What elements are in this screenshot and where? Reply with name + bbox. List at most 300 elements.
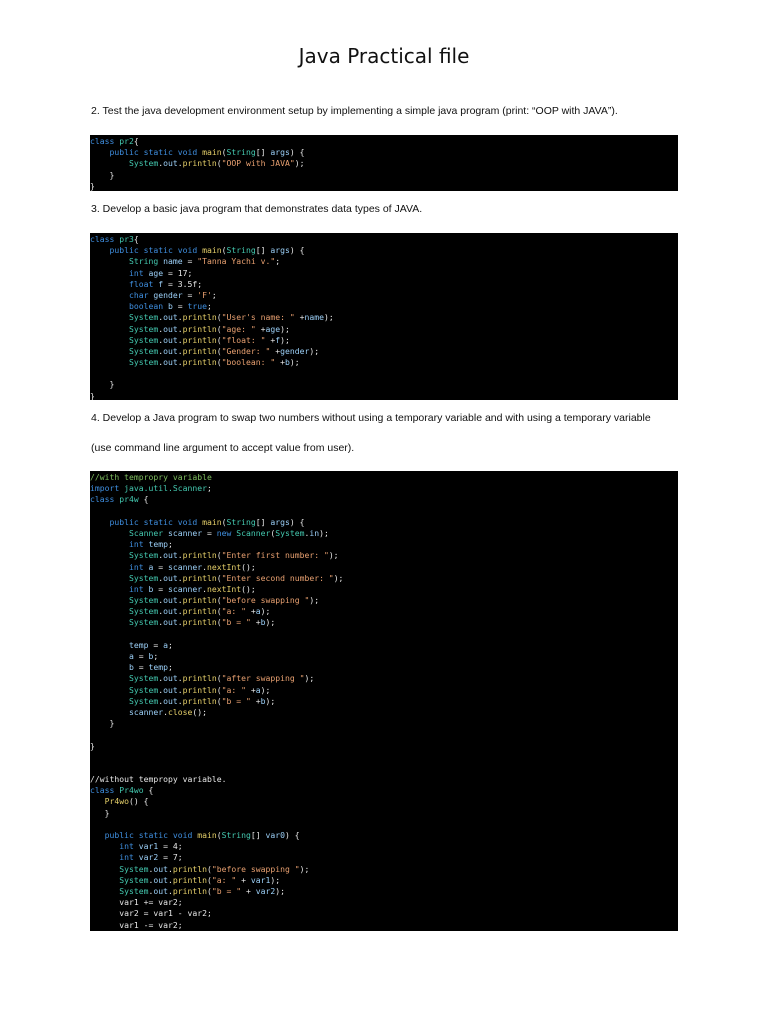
code-line bbox=[90, 852, 678, 863]
code-block-pr3 bbox=[90, 233, 678, 400]
code-token: scanner bbox=[167, 583, 203, 594]
code-token: ( bbox=[216, 345, 222, 356]
code-token: out bbox=[163, 345, 178, 356]
code-token: } bbox=[90, 180, 95, 191]
code-token: out bbox=[153, 863, 168, 874]
code-token: //without tempropy variable. bbox=[90, 774, 227, 785]
code-token bbox=[90, 875, 119, 885]
code-token: out bbox=[163, 572, 178, 583]
code-token: . bbox=[168, 874, 173, 885]
code-token: println bbox=[182, 572, 217, 583]
code-token: System bbox=[128, 684, 159, 695]
code-token: System bbox=[128, 695, 159, 706]
code-token: + bbox=[255, 323, 266, 334]
code-token: System bbox=[119, 874, 149, 885]
code-token: ( bbox=[216, 617, 222, 628]
code-line bbox=[90, 685, 678, 696]
code-token: gender bbox=[148, 289, 183, 300]
code-line bbox=[90, 268, 678, 279]
code-line bbox=[90, 506, 678, 517]
code-block-pr2 bbox=[90, 135, 678, 191]
code-line bbox=[90, 673, 678, 684]
code-line bbox=[90, 707, 678, 718]
code-line bbox=[90, 617, 678, 628]
code-token: Pr4wo bbox=[114, 785, 144, 796]
code-token bbox=[90, 707, 129, 717]
code-token: Pr4wo bbox=[104, 796, 129, 807]
code-token: nextInt bbox=[206, 583, 242, 594]
code-line bbox=[90, 550, 678, 561]
code-token bbox=[90, 147, 110, 157]
code-token: ( bbox=[207, 863, 212, 874]
code-token: ; bbox=[206, 301, 212, 312]
code-token: } bbox=[90, 718, 115, 729]
code-token: ( bbox=[216, 830, 222, 840]
code-token: . bbox=[163, 706, 168, 717]
code-token bbox=[90, 562, 129, 572]
code-line bbox=[90, 908, 678, 919]
code-token: int bbox=[128, 561, 144, 572]
code-line bbox=[90, 472, 678, 483]
code-token: public static void bbox=[109, 245, 203, 256]
code-token: String bbox=[221, 830, 251, 840]
code-token: b bbox=[260, 617, 266, 628]
code-token: scanner bbox=[128, 706, 164, 717]
code-token bbox=[90, 517, 110, 527]
question-4: 4. Develop a Java program to swap two numbers without using a temporary variable and with using a temporary variable bbox=[91, 412, 651, 424]
code-token: . bbox=[177, 595, 183, 606]
code-token: main bbox=[202, 516, 222, 527]
code-token: pr3 bbox=[114, 234, 134, 244]
code-token: ( bbox=[216, 595, 222, 606]
code-token bbox=[90, 886, 119, 896]
code-token: ); bbox=[333, 572, 344, 583]
code-line bbox=[90, 170, 678, 181]
code-token: + bbox=[275, 357, 285, 368]
code-token: var2 bbox=[133, 852, 159, 863]
code-token: . bbox=[177, 572, 183, 583]
code-token: + bbox=[241, 885, 256, 896]
code-token: f bbox=[153, 278, 164, 289]
code-token: System bbox=[119, 885, 149, 896]
code-token bbox=[90, 673, 129, 683]
code-token: . bbox=[177, 357, 183, 368]
code-token: = 7; bbox=[158, 852, 183, 863]
code-token: out bbox=[163, 673, 178, 684]
code-token: out bbox=[153, 874, 168, 885]
code-token: "a: " bbox=[221, 684, 246, 695]
code-token: a bbox=[163, 639, 168, 650]
code-token: [] bbox=[255, 147, 271, 158]
code-token: . bbox=[177, 312, 183, 323]
code-token: out bbox=[163, 312, 178, 323]
code-line bbox=[90, 136, 678, 147]
code-token: class bbox=[90, 136, 115, 146]
code-token bbox=[90, 852, 119, 862]
code-token: main bbox=[202, 245, 222, 256]
code-token: "after swapping " bbox=[221, 673, 305, 684]
code-token: class bbox=[90, 234, 115, 244]
code-token: . bbox=[158, 357, 164, 368]
code-token: println bbox=[182, 673, 217, 684]
code-line bbox=[90, 718, 678, 729]
code-token: a bbox=[143, 561, 154, 572]
code-token: { bbox=[133, 234, 139, 244]
code-token bbox=[90, 696, 129, 706]
code-token: "Gender: " bbox=[221, 345, 271, 356]
code-line bbox=[90, 256, 678, 267]
code-token: } bbox=[90, 740, 95, 751]
code-line bbox=[90, 245, 678, 256]
code-token: System bbox=[128, 617, 159, 628]
code-token: ( bbox=[207, 885, 212, 896]
code-token: println bbox=[182, 617, 217, 628]
code-token: Scanner bbox=[128, 527, 164, 538]
code-line bbox=[90, 158, 678, 169]
code-line bbox=[90, 584, 678, 595]
code-token: b bbox=[128, 662, 134, 673]
code-token: (); bbox=[241, 561, 256, 572]
code-token: + bbox=[250, 617, 261, 628]
code-token: ); bbox=[275, 885, 285, 896]
code-token: "b = " bbox=[221, 617, 251, 628]
code-token: "a: " bbox=[211, 874, 237, 885]
code-token: + bbox=[245, 684, 256, 695]
code-token: (); bbox=[192, 706, 207, 717]
code-token: } bbox=[90, 807, 110, 818]
code-token: f bbox=[275, 334, 281, 345]
code-line bbox=[90, 301, 678, 312]
code-token: println bbox=[172, 863, 207, 874]
code-token: var1 += var2; bbox=[90, 897, 183, 908]
code-token: + bbox=[294, 312, 305, 323]
code-token: public static void bbox=[109, 516, 203, 527]
code-token: Scanner bbox=[236, 527, 271, 538]
code-token: (); bbox=[241, 583, 256, 594]
code-token: java.util.Scanner bbox=[119, 483, 207, 494]
code-line bbox=[90, 573, 678, 584]
code-token: b bbox=[148, 651, 154, 661]
code-token: . bbox=[168, 863, 173, 874]
code-token: . bbox=[148, 874, 154, 885]
code-line bbox=[90, 897, 678, 908]
code-token: . bbox=[202, 561, 207, 572]
code-token: System bbox=[128, 158, 159, 169]
code-token: = bbox=[172, 301, 188, 312]
code-token: ( bbox=[216, 357, 222, 368]
code-token: = bbox=[133, 651, 149, 661]
code-token: System bbox=[128, 323, 159, 334]
code-token: = bbox=[153, 583, 168, 594]
code-token: "Tanna Yachi v." bbox=[197, 256, 276, 267]
code-token: + bbox=[270, 345, 281, 356]
code-token: ); bbox=[319, 527, 329, 538]
code-token: "age: " bbox=[221, 323, 256, 334]
code-line bbox=[90, 279, 678, 290]
code-token bbox=[90, 830, 105, 840]
code-token: ( bbox=[221, 147, 227, 158]
code-token: scanner bbox=[167, 561, 203, 572]
code-token: "b = " bbox=[221, 695, 251, 706]
code-token: println bbox=[182, 334, 217, 345]
code-token: out bbox=[163, 595, 178, 606]
code-token bbox=[90, 256, 129, 266]
code-token: ( bbox=[216, 312, 222, 323]
code-token: ; bbox=[275, 256, 281, 267]
code-token: . bbox=[177, 606, 183, 617]
code-token: out bbox=[163, 606, 178, 617]
code-token: . bbox=[202, 583, 207, 594]
code-token: public static void bbox=[109, 147, 203, 158]
code-token: ); bbox=[294, 158, 305, 169]
code-token: System bbox=[128, 312, 159, 323]
code-token: var2 bbox=[255, 885, 276, 896]
code-token: "before swapping " bbox=[211, 863, 300, 874]
code-line bbox=[90, 606, 678, 617]
code-token: temp bbox=[143, 539, 168, 550]
code-line bbox=[90, 651, 678, 662]
code-token: ); bbox=[304, 673, 315, 684]
code-token: println bbox=[182, 357, 217, 368]
code-token: import bbox=[90, 483, 120, 494]
code-token: System bbox=[275, 527, 305, 538]
code-token: var1 bbox=[250, 874, 271, 885]
code-line bbox=[90, 662, 678, 673]
code-token: + bbox=[245, 606, 256, 617]
code-line bbox=[90, 494, 678, 505]
code-token: ; bbox=[167, 539, 173, 550]
code-line bbox=[90, 819, 678, 830]
code-token bbox=[90, 550, 129, 560]
code-token: . bbox=[177, 617, 183, 628]
code-token: temp bbox=[148, 662, 168, 673]
code-token: [] bbox=[255, 245, 271, 256]
code-token: ); bbox=[323, 312, 334, 323]
code-token: System bbox=[128, 357, 159, 368]
code-token: b bbox=[260, 695, 266, 706]
code-token: { bbox=[138, 494, 149, 505]
code-line bbox=[90, 539, 678, 550]
code-token: ( bbox=[216, 550, 222, 561]
code-token: System bbox=[128, 345, 159, 356]
code-token: ); bbox=[260, 606, 271, 617]
code-token: out bbox=[163, 617, 178, 628]
code-token: out bbox=[163, 357, 178, 368]
code-token: name bbox=[304, 312, 324, 323]
code-token bbox=[90, 357, 129, 367]
code-token: a bbox=[255, 606, 261, 617]
code-token bbox=[90, 301, 129, 311]
code-line bbox=[90, 741, 678, 752]
code-token: ( bbox=[216, 334, 222, 345]
question-2: 2. Test the java development environment setup by implementing a simple java program (print: “OOP with JAVA”). bbox=[91, 105, 618, 117]
code-token: a bbox=[128, 651, 134, 661]
code-token: b bbox=[163, 301, 173, 312]
code-token: + bbox=[265, 334, 276, 345]
code-token: "Enter second number: " bbox=[221, 572, 334, 583]
code-token: . bbox=[158, 550, 164, 561]
code-token: . bbox=[158, 312, 164, 323]
code-token: System bbox=[128, 550, 159, 561]
code-token: ); bbox=[270, 874, 281, 885]
code-token: "b = " bbox=[211, 885, 242, 896]
code-token: ( bbox=[216, 158, 222, 169]
code-token: ); bbox=[299, 863, 310, 874]
code-token: ( bbox=[216, 684, 222, 695]
code-token bbox=[90, 335, 129, 345]
code-line bbox=[90, 346, 678, 357]
code-token: println bbox=[182, 684, 217, 695]
code-token: . bbox=[158, 684, 164, 695]
code-token: println bbox=[182, 323, 217, 334]
code-token: "User's name: " bbox=[221, 312, 295, 323]
code-token: public static void bbox=[104, 830, 198, 840]
code-token bbox=[90, 245, 110, 255]
code-token bbox=[90, 662, 129, 672]
code-block-pr4 bbox=[90, 471, 678, 931]
code-token: = 3.5f; bbox=[163, 278, 203, 289]
code-line bbox=[90, 830, 678, 841]
code-token: + bbox=[236, 874, 251, 885]
code-line bbox=[90, 920, 678, 931]
code-token: . bbox=[158, 334, 164, 345]
code-line bbox=[90, 147, 678, 158]
code-token: println bbox=[182, 312, 217, 323]
code-token: ) { bbox=[289, 147, 305, 158]
code-token bbox=[90, 864, 119, 874]
code-token: pr4w bbox=[114, 494, 139, 505]
code-token: main bbox=[197, 830, 217, 840]
code-token: int bbox=[128, 539, 144, 550]
question-4-continued: (use command line argument to accept value from user). bbox=[91, 442, 355, 454]
code-token: new bbox=[216, 527, 237, 538]
code-token: b bbox=[143, 583, 154, 594]
code-token: args bbox=[270, 245, 290, 256]
code-token bbox=[90, 528, 129, 538]
code-token bbox=[90, 685, 129, 695]
code-token: temp bbox=[128, 639, 149, 650]
code-line bbox=[90, 357, 678, 368]
code-line bbox=[90, 864, 678, 875]
code-token: . bbox=[177, 695, 183, 706]
code-token: ); bbox=[289, 357, 300, 368]
code-line bbox=[90, 729, 678, 740]
code-token: println bbox=[182, 606, 217, 617]
code-line bbox=[90, 796, 678, 807]
code-line bbox=[90, 595, 678, 606]
code-token bbox=[90, 796, 105, 806]
code-token: String bbox=[128, 256, 159, 267]
code-token: "OOP with JAVA" bbox=[221, 158, 295, 169]
code-token: . bbox=[158, 695, 164, 706]
code-token: . bbox=[148, 863, 154, 874]
code-token: . bbox=[158, 572, 164, 583]
code-token: = 4; bbox=[158, 841, 183, 852]
code-token: . bbox=[168, 885, 173, 896]
code-line bbox=[90, 391, 678, 400]
code-token: age bbox=[265, 323, 281, 334]
code-token: var0 bbox=[265, 830, 285, 840]
code-token: println bbox=[172, 885, 207, 896]
code-token: = 17; bbox=[163, 267, 193, 278]
code-token: String bbox=[226, 245, 256, 256]
code-token: "a: " bbox=[221, 606, 246, 617]
code-token: . bbox=[177, 550, 183, 561]
code-token bbox=[90, 606, 129, 616]
code-token bbox=[90, 584, 129, 594]
code-token bbox=[90, 595, 129, 605]
code-token: int bbox=[128, 583, 144, 594]
code-token: age bbox=[143, 267, 164, 278]
code-token: ( bbox=[207, 874, 212, 885]
code-token: var1 -= var2; bbox=[90, 919, 183, 930]
code-token: println bbox=[182, 550, 217, 561]
code-token: } bbox=[90, 169, 115, 180]
code-token: . bbox=[177, 158, 183, 169]
code-line bbox=[90, 752, 678, 763]
code-token: println bbox=[182, 158, 217, 169]
code-token: = bbox=[202, 527, 217, 538]
code-token: args bbox=[270, 516, 290, 527]
code-token: ( bbox=[216, 695, 222, 706]
code-token: { bbox=[143, 785, 154, 796]
code-token bbox=[90, 312, 129, 322]
code-token: "float: " bbox=[221, 334, 266, 345]
code-token: ); bbox=[280, 323, 290, 334]
code-token bbox=[90, 539, 129, 549]
code-token: ( bbox=[221, 245, 227, 256]
code-token: ; bbox=[153, 651, 159, 661]
code-token bbox=[90, 841, 119, 851]
code-token: System bbox=[128, 595, 159, 606]
code-token: out bbox=[163, 158, 178, 169]
code-line bbox=[90, 763, 678, 774]
code-token: out bbox=[163, 334, 178, 345]
code-token: class bbox=[90, 494, 115, 505]
code-token: = bbox=[182, 289, 198, 300]
code-token: ) { bbox=[289, 245, 305, 256]
code-token: System bbox=[119, 863, 149, 874]
code-token bbox=[90, 651, 129, 661]
code-line bbox=[90, 379, 678, 390]
code-token: ; bbox=[167, 662, 173, 673]
code-token: System bbox=[128, 606, 159, 617]
code-token: main bbox=[202, 147, 222, 158]
code-line bbox=[90, 841, 678, 852]
code-line bbox=[90, 324, 678, 335]
code-token: out bbox=[153, 885, 168, 896]
code-token: println bbox=[182, 595, 217, 606]
code-token: . bbox=[158, 345, 164, 356]
code-token: } bbox=[90, 379, 115, 390]
code-token: in bbox=[309, 527, 320, 538]
code-token: nextInt bbox=[206, 561, 242, 572]
code-token bbox=[90, 158, 129, 168]
code-token bbox=[90, 573, 129, 583]
code-token: . bbox=[177, 345, 183, 356]
code-token: println bbox=[172, 874, 207, 885]
code-token: System bbox=[128, 334, 159, 345]
code-token: System bbox=[128, 673, 159, 684]
code-line bbox=[90, 528, 678, 539]
code-token: ) { bbox=[289, 516, 305, 527]
code-token bbox=[90, 617, 129, 627]
code-token: args bbox=[270, 147, 290, 158]
code-line bbox=[90, 785, 678, 796]
code-token: int bbox=[119, 852, 134, 863]
code-token: . bbox=[148, 885, 154, 896]
code-token: ) { bbox=[284, 830, 300, 840]
